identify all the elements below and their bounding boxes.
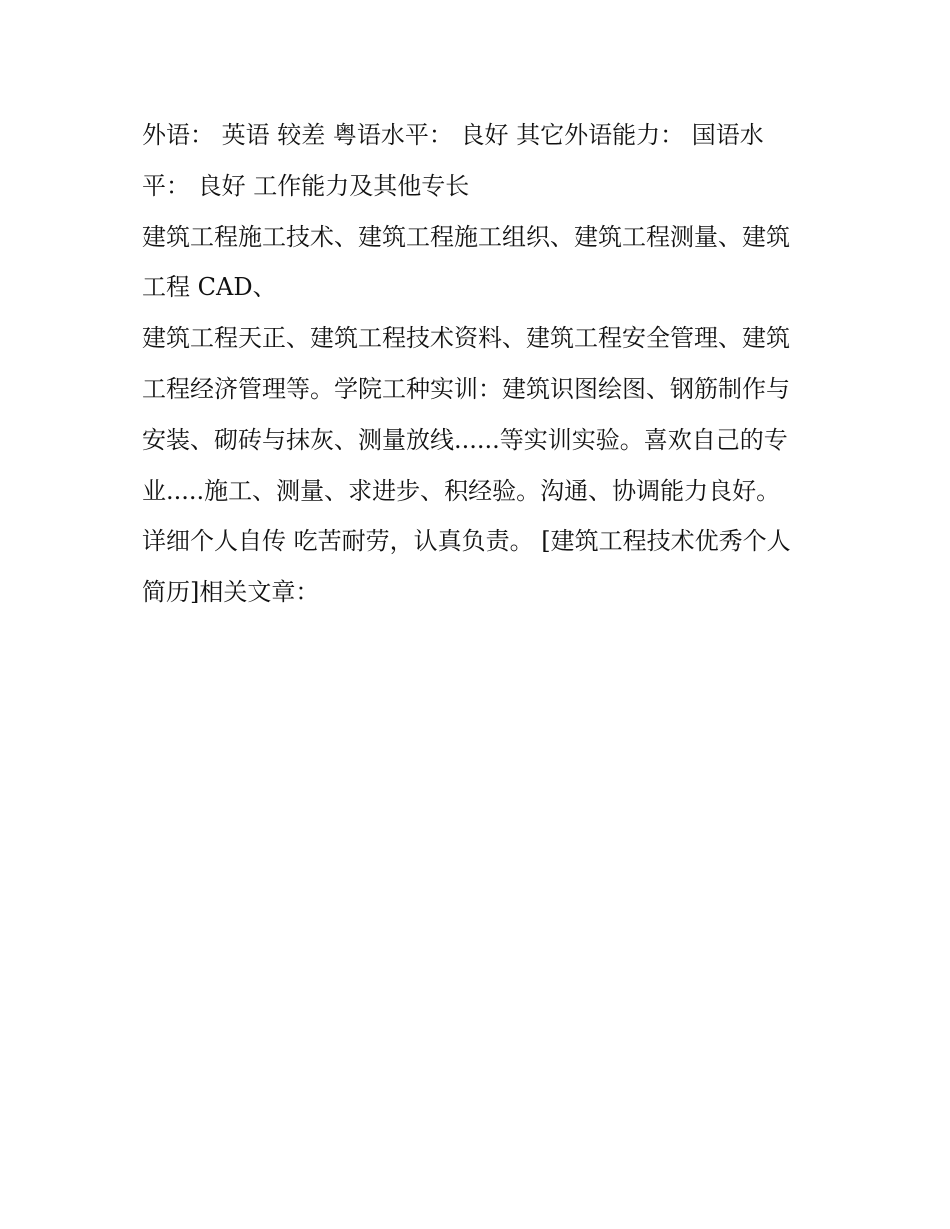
text-line: 简历]相关文章： [142,578,320,607]
document-body [142,110,822,618]
text-line: 平： 良好 工作能力及其他专长 [142,171,470,200]
text-line: 业.....施工、测量、求进步、积经验。沟通、协调能力良好。 [142,476,781,505]
text-line: 详细个人自传 吃苦耐劳，认真负责。 [建筑工程技术优秀个人 [142,527,791,556]
text-line: 建筑工程施工技术、建筑工程施工组织、建筑工程测量、建筑 [142,222,790,251]
text-line: 建筑工程天正、建筑工程技术资料、建筑工程安全管理、建筑 [142,324,790,353]
text-line: 工程经济管理等。学院工种实训：建筑识图绘图、钢筋制作与 [142,374,790,403]
text-line: 外语： 英语 较差 粤语水平： 良好 其它外语能力： 国语水 [142,121,764,149]
text-line: 工程 CAD、 [142,273,277,302]
text-line: 安装、砌砖与抹灰、测量放线......等实训实验。喜欢自己的专 [142,425,788,454]
